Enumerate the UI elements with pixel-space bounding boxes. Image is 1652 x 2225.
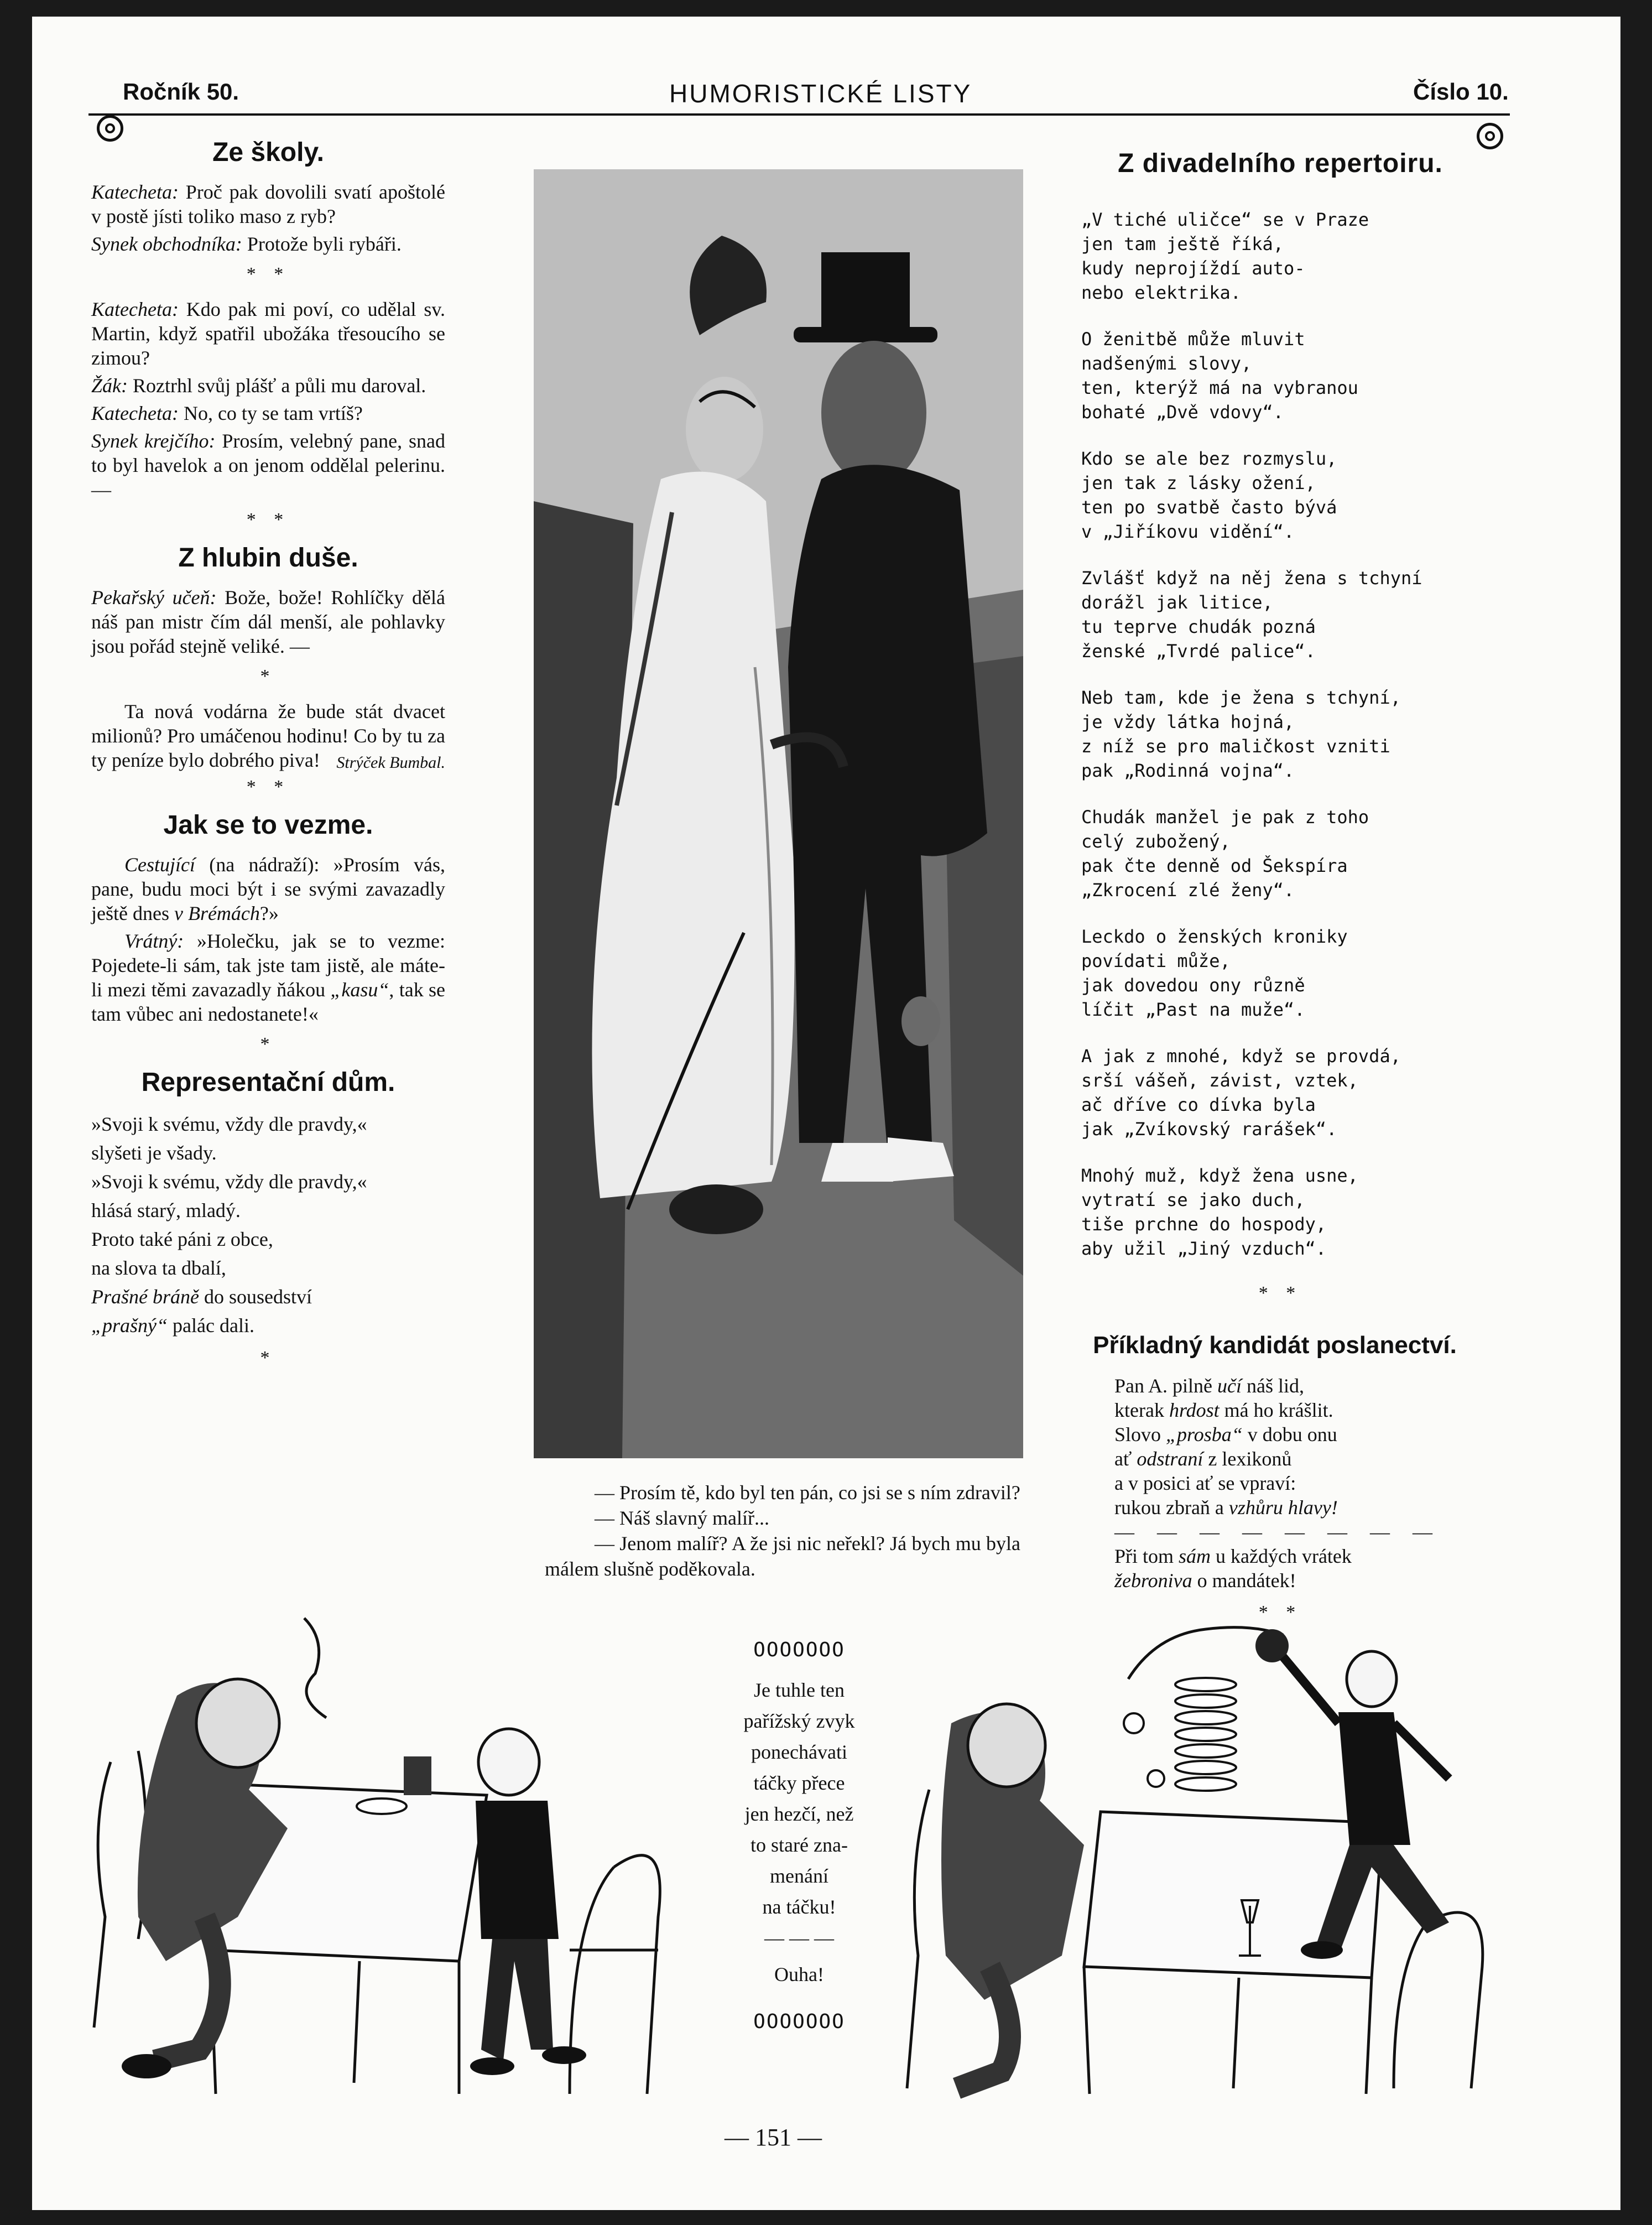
header-ornament-right-icon xyxy=(1477,123,1503,149)
verse-line: srší vášeň, závist, vztek, xyxy=(1081,1070,1358,1091)
poem-stanza xyxy=(1081,1044,1479,1141)
dialogue-line: Cestující (na nádraží): »Prosím vás, pane, budu moci být i se svými zavazadly ještě dnes v Brémách?» xyxy=(91,854,445,924)
dash-divider: — — — — — — — — xyxy=(1114,1521,1441,1543)
verse-line: kterak hrdost má ho krášlit. xyxy=(1114,1399,1333,1421)
verse-line: A jak z mnohé, když se provdá, xyxy=(1081,1046,1401,1067)
verse-line: jen tak z lásky ožení, xyxy=(1081,472,1316,493)
poem-stanza xyxy=(1081,924,1479,1022)
signature: Strýček Bumbal. xyxy=(336,753,445,772)
verse-line: celý zubožený, xyxy=(1081,831,1231,852)
verse-line: nebo elektrika. xyxy=(1081,282,1241,303)
verse-line: povídati může, xyxy=(1081,950,1231,971)
verse-line: žebroniva o mandátek! xyxy=(1114,1569,1296,1592)
verse-line: Slovo „prosba“ v dobu onu xyxy=(1114,1423,1337,1446)
poem-stanzas xyxy=(1081,207,1479,1261)
caption-line: — Náš slavný malíř... xyxy=(595,1507,769,1529)
poem-kandidat xyxy=(1081,1374,1479,1625)
verse-line: pak „Rodinná vojna“. xyxy=(1081,760,1295,781)
verse-line: rukou zbraň a vzhůru hlavy! xyxy=(1114,1496,1338,1519)
verse-line: dorážl jak litice, xyxy=(1081,592,1273,613)
poem-title: Z divadelního repertoiru. xyxy=(1118,149,1443,178)
verse-line: ať odstraní z lexikonů xyxy=(1114,1448,1292,1470)
verse-line: »Svoji k svému, vždy dle pravdy,« xyxy=(91,1171,367,1193)
punchline: Ouha! xyxy=(774,1963,824,1985)
verse-line: vytratí se jako duch, xyxy=(1081,1189,1305,1210)
caption-line: jen hezčí, než xyxy=(744,1803,854,1825)
verse-line: je vždy látka hojná, xyxy=(1081,711,1295,732)
caption-line: — Jenom malíř? A že jsi nic neřekl? Já bych mu byla málem slušně poděkovala. xyxy=(545,1532,1020,1580)
verse-line: Neb tam, kde je žena s tchyní, xyxy=(1081,687,1401,708)
verse-line: nadšenými slovy, xyxy=(1081,353,1252,374)
illustration-caption xyxy=(545,1480,1020,1582)
verse-line: Při tom sám u každých vrátek xyxy=(1114,1545,1352,1567)
verse-line: hlásá starý, mladý. xyxy=(91,1199,241,1221)
verse-line: ženské „Tvrdé palice“. xyxy=(1081,641,1316,662)
article-title: Ze školy. xyxy=(212,138,324,167)
dialogue-line: Katecheta: Kdo pak mi poví, co udělal sv. Martin, když spatřil ubožáka třesoucího se zimou? xyxy=(91,298,445,369)
verse-line: líčit „Past na muže“. xyxy=(1081,999,1305,1020)
caption-line: táčky přece xyxy=(753,1772,845,1794)
caption-lines xyxy=(711,1675,888,1922)
article-title: Representační dům. xyxy=(141,1068,395,1097)
header-rule xyxy=(88,113,1510,116)
dash-divider: — — — xyxy=(764,1927,834,1949)
left-column xyxy=(91,137,445,1381)
verse-line: Leckdo o ženských kroniky xyxy=(1081,926,1348,947)
article-title: Z hlubin duše. xyxy=(178,543,358,573)
separator-stars: * * xyxy=(1258,1602,1302,1623)
verse-line: „V tiché uličce“ se v Praze xyxy=(1081,209,1369,230)
cafe-cartoon-right xyxy=(896,1613,1526,2105)
ornament-circles: OOOOOOO xyxy=(753,2010,845,2033)
dialogue-line: Synek obchodníka: Protože byli rybáři. xyxy=(91,233,402,255)
dialogue-line: Katecheta: Proč pak dovolili svatí apoštolé v postě jísti toliko maso z ryb? xyxy=(91,181,445,227)
caption-line: pařížský zvyk xyxy=(743,1710,855,1732)
separator-stars: * xyxy=(260,1348,277,1368)
volume-label: Ročník 50. xyxy=(123,79,239,105)
article-title: Příkladný kandidát poslanectví. xyxy=(1093,1332,1457,1359)
dialogue-line: Žák: Roztrhl svůj plášť a půli mu daroval. xyxy=(91,375,426,397)
verse-line: Chudák manžel je pak z toho xyxy=(1081,807,1369,828)
separator-stars: * * xyxy=(246,264,290,284)
verse-line: tu teprve chudák pozná xyxy=(1081,616,1316,637)
separator-stars: * * xyxy=(246,510,290,530)
caption-line: Je tuhle ten xyxy=(754,1679,845,1701)
verse-line: Mnohý muž, když žena usne, xyxy=(1081,1165,1358,1186)
caption-line: ponechávati xyxy=(751,1741,847,1763)
verse-line: aby užil „Jiný vzduch“. xyxy=(1081,1238,1327,1259)
verse-line: O ženitbě může mluvit xyxy=(1081,329,1305,350)
poem-stanza xyxy=(1081,1163,1479,1261)
verse-line: pak čte denně od Šekspíra xyxy=(1081,855,1348,876)
caption-line: — Prosím tě, kdo byl ten pán, co jsi se s ním zdravil? xyxy=(595,1481,1020,1504)
verse-line: v „Jiříkovu vidění“. xyxy=(1081,521,1295,542)
verse-line: na slova ta dbalí, xyxy=(91,1257,226,1279)
verse-line: „Zkrocení zlé ženy“. xyxy=(1081,880,1295,901)
poem-stanza xyxy=(1081,566,1479,663)
verse-line: slyšeti je všady. xyxy=(91,1142,217,1164)
verse-line: jen tam ještě říká, xyxy=(1081,233,1284,254)
verse-line: »Svoji k svému, vždy dle pravdy,« xyxy=(91,1113,367,1135)
couple-illustration xyxy=(534,169,1023,1458)
cartoon-caption-box xyxy=(711,1635,888,2037)
verse-line: Prašné bráně do sousedství xyxy=(91,1286,312,1308)
verse-line: a v posici ať se vpraví: xyxy=(1114,1472,1296,1494)
paragraph: Pekařský učeň: Bože, bože! Rohlíčky dělá náš pan mistr čím dál menší, ale pohlavky jsou pořád stejně veliké. — xyxy=(91,586,445,657)
cafe-cartoon-left xyxy=(72,1607,702,2105)
verse-line: kudy neprojíždí auto- xyxy=(1081,258,1305,279)
poem-stanza xyxy=(1081,805,1479,902)
verse-line: ten, kterýž má na vybranou xyxy=(1081,377,1358,398)
verse-line: Zvlášť když na něj žena s tchyní xyxy=(1081,568,1422,589)
caption-line: menání xyxy=(770,1865,828,1887)
verse-line: z níž se pro maličkost vzniti xyxy=(1081,736,1390,757)
verse-line: jak dovedou ony různě xyxy=(1081,975,1305,996)
caption-line: to staré zna- xyxy=(751,1834,848,1856)
article-title: Jak se to vezme. xyxy=(163,810,373,840)
dialogue-line: Vrátný: »Holečku, jak se to vezme: Pojedete-li sám, tak jste tam jistě, ale máte-li mezi těmi zavazadly ňákou „kasu“, tak se tam vůbec ani nedostanete!« xyxy=(91,930,445,1025)
paragraph: Ta nová vodárna že bude stát dvacet milionů? Pro umáčenou hodinu! Co by tu za ty peníze bylo dobrého piva! xyxy=(91,700,445,771)
verse-line: jak „Zvíkovský rarášek“. xyxy=(1081,1119,1337,1140)
verse-line: Pan A. pilně učí náš lid, xyxy=(1114,1375,1304,1397)
verse-line: ten po svatbě často bývá xyxy=(1081,497,1337,518)
poem-stanza xyxy=(1081,446,1479,544)
separator-stars: * * xyxy=(246,777,290,797)
poem-stanza xyxy=(1081,207,1479,305)
right-column xyxy=(1081,148,1479,1637)
separator-stars: * xyxy=(260,666,277,687)
page-number: — 151 — xyxy=(725,2124,822,2151)
ornament-circles: OOOOOOO xyxy=(753,1639,845,1661)
dialogue-line: Synek krejčího: Prosím, velebný pane, snad to byl havelok a on jenom oddělal pelerinu. — xyxy=(91,430,445,501)
issue-label: Číslo 10. xyxy=(1413,79,1509,105)
verse-line: Proto také páni z obce, xyxy=(91,1228,273,1250)
separator-stars: * xyxy=(260,1034,277,1054)
verse-line: „prašný“ palác dali. xyxy=(91,1314,254,1337)
poem-stanza xyxy=(1081,327,1479,424)
masthead-title: HUMORISTICKÉ LISTY xyxy=(669,79,972,108)
verse-line: ač dříve co dívka byla xyxy=(1081,1094,1316,1115)
separator-stars: * * xyxy=(1258,1283,1302,1303)
verse-line: tiše prchne do hospody, xyxy=(1081,1214,1327,1235)
poem-stanza xyxy=(1081,685,1479,783)
verse-line: Kdo se ale bez rozmyslu, xyxy=(1081,448,1337,469)
caption-line: na táčku! xyxy=(762,1896,836,1918)
dialogue-line: Katecheta: No, co ty se tam vrtíš? xyxy=(91,402,363,424)
verse-line: bohaté „Dvě vdovy“. xyxy=(1081,402,1284,423)
